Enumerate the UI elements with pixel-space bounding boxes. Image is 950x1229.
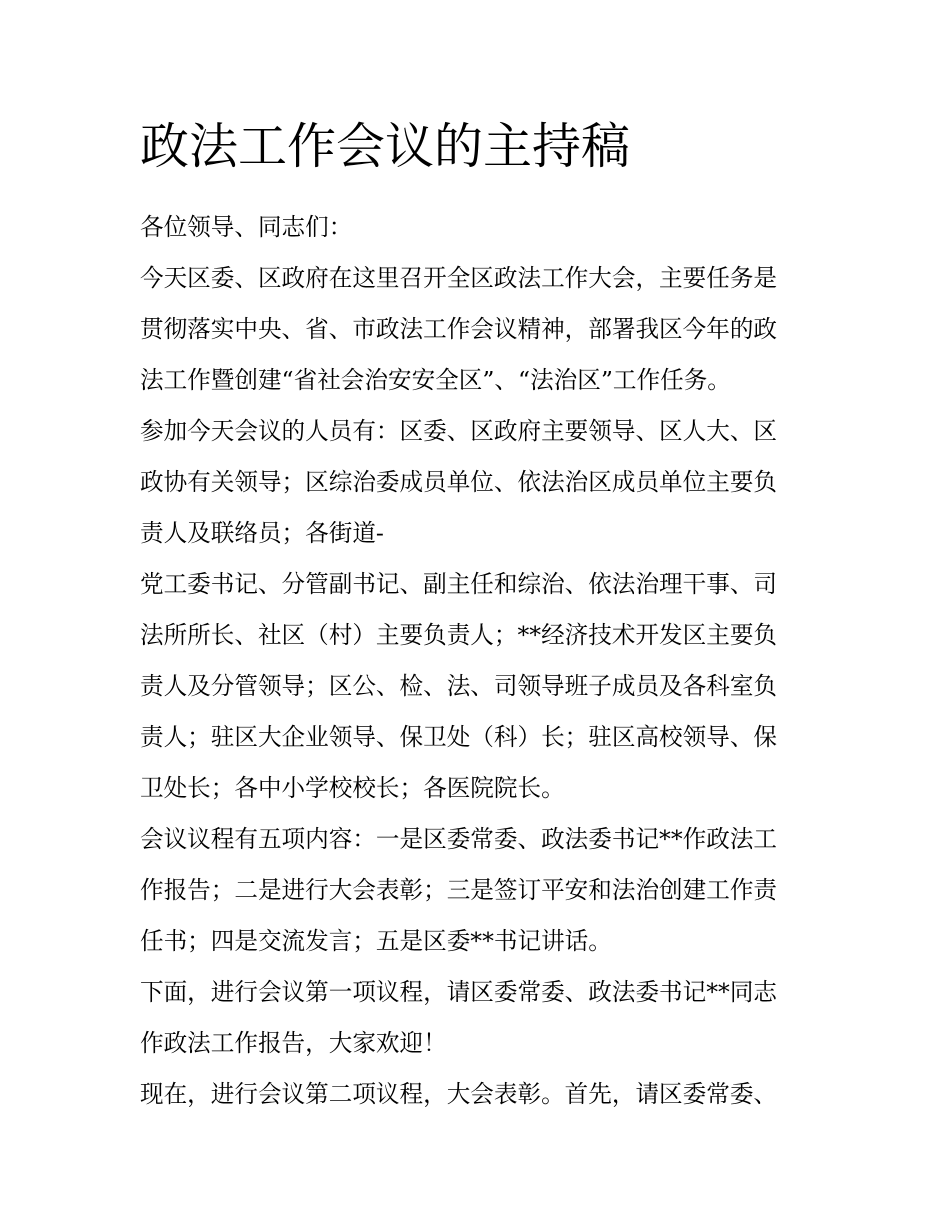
text-line: 参加今天会议的人员有：区委、区政府主要领导、区人大、区 [140, 417, 778, 445]
text-line: 今天区委、区政府在这里召开全区政法工作大会，主要任务是 [140, 264, 778, 292]
paragraph-meeting-purpose [140, 253, 812, 406]
text-line: 责人；驻区大企业领导、保卫处（科）长；驻区高校领导、保 [140, 723, 778, 751]
paragraph-agenda-item-2 [140, 1069, 812, 1120]
text-line: 作政法工作报告，大家欢迎！ [140, 1029, 447, 1057]
text-line: 贯彻落实中央、省、市政法工作会议精神，部署我区今年的政 [140, 315, 778, 343]
paragraph-attendees-continued [140, 559, 812, 814]
text-line: 政协有关领导；区综治委成员单位、依法治区成员单位主要负 [140, 468, 778, 496]
document-body [140, 202, 812, 1120]
paragraph-attendees [140, 406, 812, 559]
text-line: 作报告；二是进行大会表彰；三是签订平安和法治创建工作责 [140, 876, 778, 904]
paragraph-agenda [140, 814, 812, 967]
paragraph-agenda-item-1 [140, 967, 812, 1069]
paragraph-greeting [140, 202, 812, 253]
text-line: 现在，进行会议第二项议程，大会表彰。首先，请区委常委、 [140, 1080, 778, 1108]
text-line: 任书；四是交流发言；五是区委**书记讲话。 [140, 927, 612, 955]
text-line: 卫处长；各中小学校校长；各医院院长。 [140, 774, 565, 802]
text-line: 党工委书记、分管副书记、副主任和综治、依法治理干事、司 [140, 570, 778, 598]
document-title: 政法工作会议的主持稿 [140, 118, 631, 175]
text-line: 法工作暨创建“省社会治安安全区”、“法治区”工作任务。 [140, 366, 731, 394]
text-line: 各位领导、同志们： [140, 213, 353, 241]
text-line: 责人及联络员；各街道- [140, 519, 384, 547]
text-line: 法所所长、社区（村）主要负责人；**经济技术开发区主要负 [140, 621, 778, 649]
text-line: 下面，进行会议第一项议程，请区委常委、政法委书记**同志 [140, 978, 778, 1006]
text-line: 责人及分管领导；区公、检、法、司领导班子成员及各科室负 [140, 672, 778, 700]
text-line: 会议议程有五项内容：一是区委常委、政法委书记**作政法工 [140, 825, 778, 853]
